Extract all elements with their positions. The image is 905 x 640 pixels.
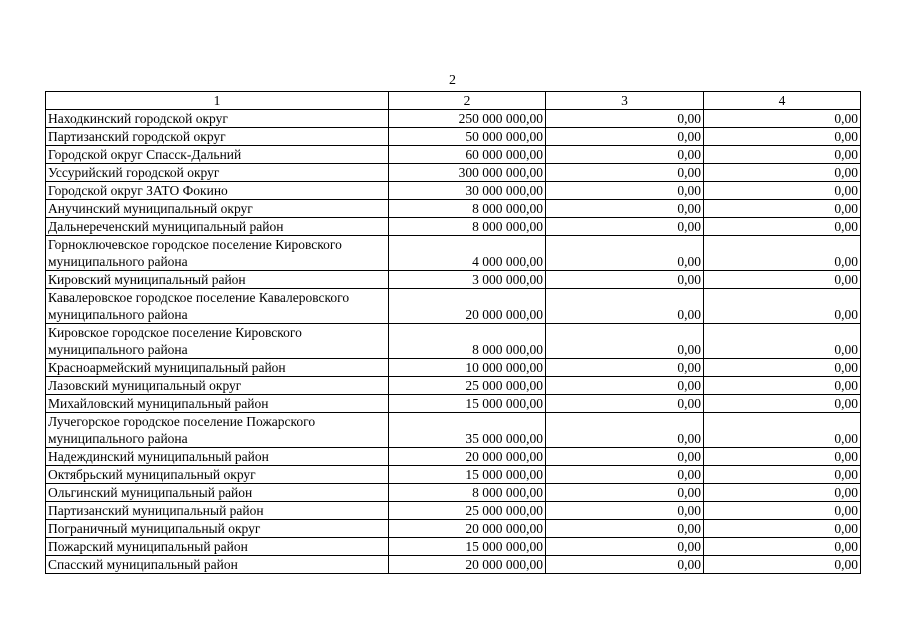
row-col3-cell: 0,00 — [546, 164, 704, 182]
row-amount-cell: 20 000 000,00 — [389, 556, 546, 574]
table-row — [46, 359, 861, 377]
row-col4-cell: 0,00 — [704, 448, 861, 466]
row-amount-cell: 25 000 000,00 — [389, 502, 546, 520]
row-col4-cell: 0,00 — [704, 146, 861, 164]
table-row — [46, 200, 861, 218]
row-col4-cell: 0,00 — [704, 271, 861, 289]
row-col3-cell: 0,00 — [546, 218, 704, 236]
row-name-cell: Городской округ ЗАТО Фокино — [46, 182, 389, 200]
row-name-cell: Горноключевское городское поселение Кировского муниципального района — [46, 236, 389, 271]
row-col3-cell: 0,00 — [546, 377, 704, 395]
row-col4-cell: 0,00 — [704, 395, 861, 413]
row-amount-cell: 35 000 000,00 — [389, 413, 546, 448]
row-col4-cell: 0,00 — [704, 484, 861, 502]
row-amount-cell: 60 000 000,00 — [389, 146, 546, 164]
row-amount-cell: 8 000 000,00 — [389, 324, 546, 359]
row-col3-cell: 0,00 — [546, 289, 704, 324]
row-amount-cell: 25 000 000,00 — [389, 377, 546, 395]
row-amount-cell: 8 000 000,00 — [389, 218, 546, 236]
row-amount-cell: 8 000 000,00 — [389, 200, 546, 218]
row-col4-cell: 0,00 — [704, 413, 861, 448]
row-name-cell: Городской округ Спасск-Дальний — [46, 146, 389, 164]
table-row — [46, 538, 861, 556]
row-col4-cell: 0,00 — [704, 377, 861, 395]
table-row — [46, 520, 861, 538]
row-col4-cell: 0,00 — [704, 324, 861, 359]
row-col4-cell: 0,00 — [704, 466, 861, 484]
row-col3-cell: 0,00 — [546, 395, 704, 413]
row-col4-cell: 0,00 — [704, 164, 861, 182]
row-name-cell: Уссурийский городской округ — [46, 164, 389, 182]
row-name-cell: Кавалеровское городское поселение Кавалеровского муниципального района — [46, 289, 389, 324]
row-col4-cell: 0,00 — [704, 218, 861, 236]
row-name-cell: Кировское городское поселение Кировского муниципального района — [46, 324, 389, 359]
column-header-3: 3 — [546, 92, 704, 110]
table-row — [46, 271, 861, 289]
row-col4-cell: 0,00 — [704, 128, 861, 146]
row-amount-cell: 300 000 000,00 — [389, 164, 546, 182]
row-name-cell: Надеждинский муниципальный район — [46, 448, 389, 466]
row-name-cell: Красноармейский муниципальный район — [46, 359, 389, 377]
row-col4-cell: 0,00 — [704, 556, 861, 574]
row-name-cell: Пограничный муниципальный округ — [46, 520, 389, 538]
table-row — [46, 556, 861, 574]
row-col4-cell: 0,00 — [704, 182, 861, 200]
row-amount-cell: 8 000 000,00 — [389, 484, 546, 502]
table-row — [46, 236, 861, 271]
budget-table — [45, 91, 861, 574]
column-header-1: 1 — [46, 92, 389, 110]
row-col4-cell: 0,00 — [704, 538, 861, 556]
row-col3-cell: 0,00 — [546, 271, 704, 289]
row-col3-cell: 0,00 — [546, 236, 704, 271]
table-row — [46, 484, 861, 502]
column-header-2: 2 — [389, 92, 546, 110]
row-col3-cell: 0,00 — [546, 200, 704, 218]
row-name-cell: Ольгинский муниципальный район — [46, 484, 389, 502]
table-row — [46, 413, 861, 448]
row-col3-cell: 0,00 — [546, 128, 704, 146]
table-row — [46, 128, 861, 146]
table-header-row — [46, 92, 861, 110]
row-col3-cell: 0,00 — [546, 466, 704, 484]
page-number: 2 — [449, 73, 456, 88]
row-amount-cell: 20 000 000,00 — [389, 289, 546, 324]
row-amount-cell: 3 000 000,00 — [389, 271, 546, 289]
row-name-cell: Октябрьский муниципальный округ — [46, 466, 389, 484]
row-col3-cell: 0,00 — [546, 556, 704, 574]
row-name-cell: Дальнереченский муниципальный район — [46, 218, 389, 236]
row-col3-cell: 0,00 — [546, 324, 704, 359]
row-amount-cell: 10 000 000,00 — [389, 359, 546, 377]
row-amount-cell: 15 000 000,00 — [389, 538, 546, 556]
row-col4-cell: 0,00 — [704, 200, 861, 218]
row-col3-cell: 0,00 — [546, 538, 704, 556]
row-amount-cell: 30 000 000,00 — [389, 182, 546, 200]
row-amount-cell: 4 000 000,00 — [389, 236, 546, 271]
row-amount-cell: 20 000 000,00 — [389, 448, 546, 466]
row-name-cell: Пожарский муниципальный район — [46, 538, 389, 556]
row-name-cell: Спасский муниципальный район — [46, 556, 389, 574]
table-row — [46, 502, 861, 520]
row-col4-cell: 0,00 — [704, 110, 861, 128]
table-row — [46, 395, 861, 413]
row-col3-cell: 0,00 — [546, 182, 704, 200]
row-name-cell: Партизанский муниципальный район — [46, 502, 389, 520]
row-amount-cell: 50 000 000,00 — [389, 128, 546, 146]
row-amount-cell: 20 000 000,00 — [389, 520, 546, 538]
row-name-cell: Кировский муниципальный район — [46, 271, 389, 289]
row-col3-cell: 0,00 — [546, 413, 704, 448]
row-col3-cell: 0,00 — [546, 448, 704, 466]
table-row — [46, 289, 861, 324]
row-amount-cell: 15 000 000,00 — [389, 466, 546, 484]
row-col3-cell: 0,00 — [546, 146, 704, 164]
table-row — [46, 466, 861, 484]
row-name-cell: Партизанский городской округ — [46, 128, 389, 146]
row-name-cell: Находкинский городской округ — [46, 110, 389, 128]
column-header-4: 4 — [704, 92, 861, 110]
row-col3-cell: 0,00 — [546, 359, 704, 377]
table-row — [46, 377, 861, 395]
table-row — [46, 164, 861, 182]
row-col4-cell: 0,00 — [704, 520, 861, 538]
row-col3-cell: 0,00 — [546, 110, 704, 128]
table-row — [46, 146, 861, 164]
table-row — [46, 448, 861, 466]
row-name-cell: Лазовский муниципальный округ — [46, 377, 389, 395]
row-col4-cell: 0,00 — [704, 359, 861, 377]
row-amount-cell: 250 000 000,00 — [389, 110, 546, 128]
row-col3-cell: 0,00 — [546, 502, 704, 520]
row-name-cell: Анучинский муниципальный округ — [46, 200, 389, 218]
row-col4-cell: 0,00 — [704, 289, 861, 324]
table-row — [46, 182, 861, 200]
row-col3-cell: 0,00 — [546, 520, 704, 538]
table-row — [46, 324, 861, 359]
row-amount-cell: 15 000 000,00 — [389, 395, 546, 413]
row-col4-cell: 0,00 — [704, 502, 861, 520]
row-name-cell: Лучегорское городское поселение Пожарского муниципального района — [46, 413, 389, 448]
row-col3-cell: 0,00 — [546, 484, 704, 502]
table-row — [46, 218, 861, 236]
row-name-cell: Михайловский муниципальный район — [46, 395, 389, 413]
row-col4-cell: 0,00 — [704, 236, 861, 271]
table-row — [46, 110, 861, 128]
